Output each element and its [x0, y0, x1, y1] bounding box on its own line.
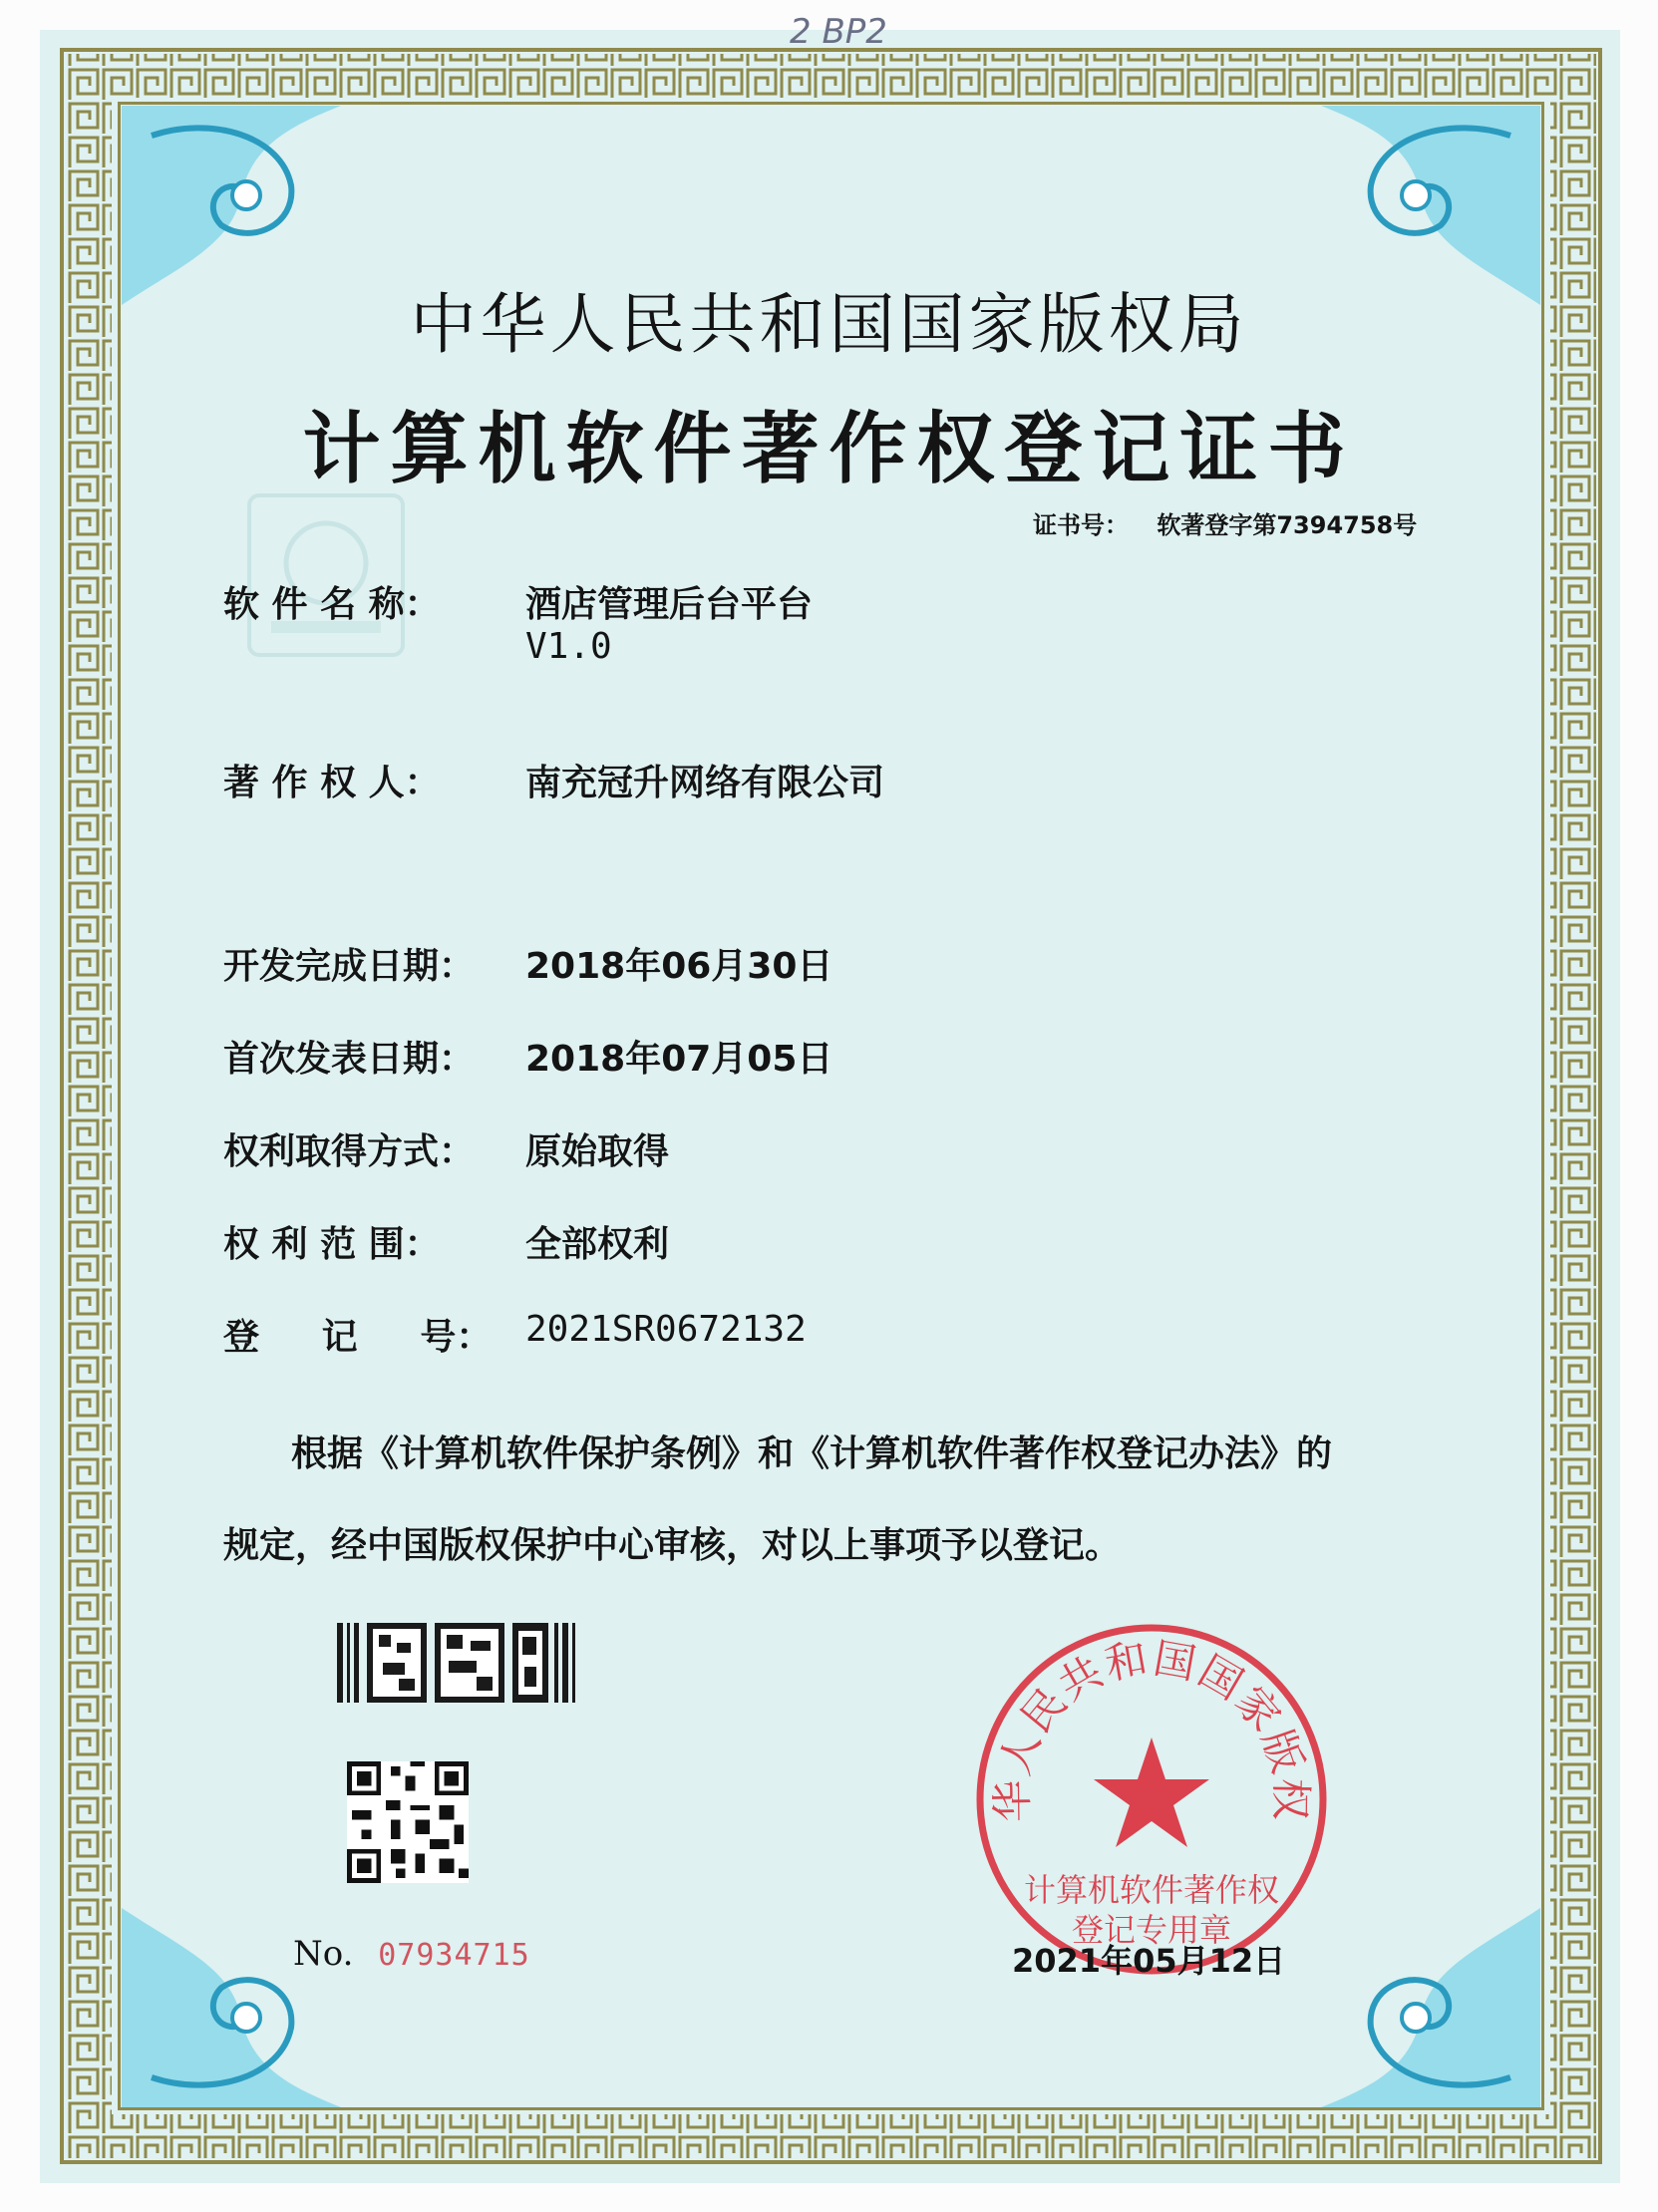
field-label-acquisition-method: 权利取得方式： [223, 1131, 476, 1172]
certificate-number-value: 软著登字第7394758号 [1157, 511, 1418, 539]
field-label-software-name: 软 件 名 称： [223, 584, 441, 625]
seal-star-icon [1094, 1738, 1209, 1847]
certificate-number [1033, 505, 1417, 540]
field-value-copyright-owner: 南充冠升网络有限公司 [525, 763, 885, 803]
statement-line-2: 规定，经中国版权保护中心审核，对以上事项予以登记。 [223, 1525, 1122, 1566]
seal-center-line-2: 登记专用章 [1071, 1911, 1232, 1949]
serial-number-label: No. [293, 1934, 354, 1974]
field-value-publication-date: 2018年07月05日 [525, 1039, 833, 1080]
seal-ring-text: 华人民共和国国家版权 [987, 1633, 1316, 1823]
statement-line-1: 根据《计算机软件保护条例》和《计算机软件著作权登记办法》的 [291, 1433, 1333, 1474]
embossed-emblem [245, 491, 407, 659]
handwritten-annotation: 2 BP2 [790, 12, 887, 52]
field-label-completion-date: 开发完成日期： [223, 946, 476, 987]
issue-date: 2021年05月12日 [1012, 1942, 1286, 1980]
certificate-number-label: 证书号： [1033, 511, 1129, 539]
field-value-completion-date: 2018年06月30日 [525, 946, 833, 987]
field-label-registration-number: 登 记 号： [223, 1317, 493, 1358]
field-value-rights-scope: 全部权利 [525, 1224, 670, 1265]
official-seal [972, 1620, 1331, 1979]
certificate-title: 计算机软件著作权登记证书 [302, 405, 1356, 494]
issuing-authority: 中华人民共和国国家版权局 [410, 286, 1248, 363]
field-value-acquisition-method: 原始取得 [525, 1131, 670, 1172]
field-value-registration-number: 2021SR0672132 [525, 1309, 807, 1350]
field-value-software-version: V1.0 [525, 626, 612, 667]
corner-ornament-bottom-left [122, 1858, 371, 2107]
field-label-publication-date: 首次发表日期： [223, 1039, 476, 1080]
qr-code [347, 1761, 469, 1883]
serial-number-value: 07934715 [378, 1938, 530, 1973]
field-value-software-name: 酒店管理后台平台 [525, 584, 814, 625]
barcode [337, 1623, 576, 1703]
seal-center-line-1: 计算机软件著作权 [1023, 1871, 1280, 1909]
field-label-copyright-owner: 著 作 权 人： [223, 763, 441, 803]
field-label-rights-scope: 权 利 范 围： [223, 1224, 441, 1265]
serial-number [293, 1934, 530, 1974]
